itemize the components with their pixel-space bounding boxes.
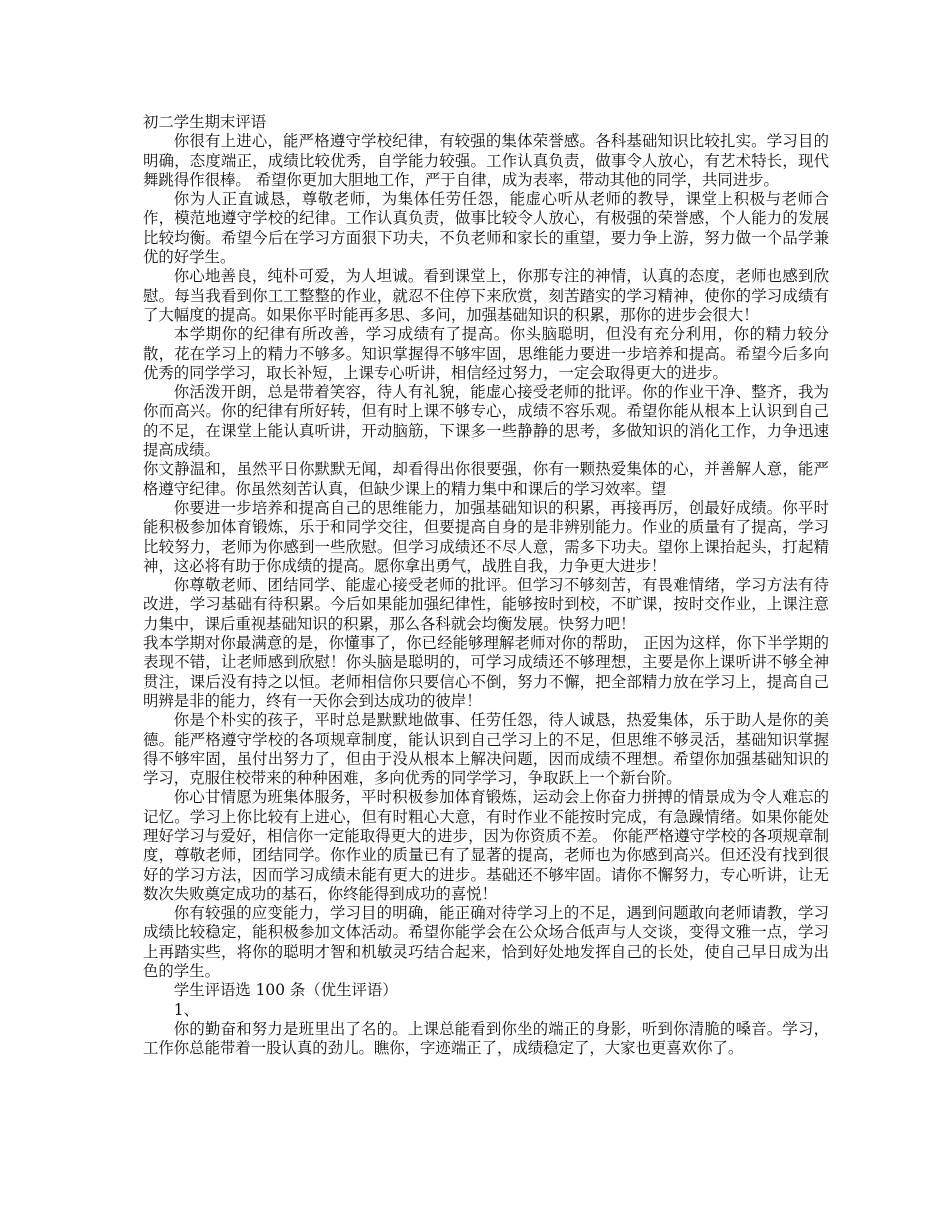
paragraph: 本学期你的纪律有所改善，学习成绩有了提高。你头脑聪明，但没有充分利用，你的精力较分散，花在学习上的精力不够多。知识掌握得不够牢固，思维能力要进一步培养和提高。希望今后多向优秀的同学学习，取长补短，上课专心听讲，相信经过努力，一定会取得更大的进步。 <box>143 325 829 382</box>
document-body <box>143 113 829 1059</box>
paragraph: 你有较强的应变能力，学习目的明确，能正确对待学习上的不足，遇到问题敢向老师请教，学习成绩比较稳定，能积极参加文体活动。希望你能学会在公众场合低声与人交谈，变得文雅一点，学习上再踏实些，将你的聪明才智和机敏灵巧结合起来，恰到好处地发挥自己的长处，使自己早日成为出色的学生。 <box>143 904 829 981</box>
paragraph: 你很有上进心，能严格遵守学校纪律，有较强的集体荣誉感。各科基础知识比较扎实。学习目的明确，态度端正，成绩比较优秀，自学能力较强。工作认真负责，做事令人放心，有艺术特长，现代舞跳得作很棒。 希望你更加大胆地工作，严于自律，成为表率，带动其他的同学，共同进步。 <box>143 132 829 189</box>
document-title: 初二学生期末评语 <box>143 113 267 131</box>
paragraph: 你要进一步培养和提高自己的思维能力，加强基础知识的积累，再接再厉，创最好成绩。你平时能积极参加体育锻炼，乐于和同学交往，但要提高自身的是非辨别能力。作业的质量有了提高，学习比较努力，老师为你感到一些欣慰。但学习成绩还不尽人意，需多下功夫。望你上课抬起头，打起精神，这必将有助于你成绩的提高。愿你拿出勇气，战胜自我，力争更大进步！ <box>143 498 829 575</box>
section-heading: 学生评语选 100 条（优生评语） <box>173 981 398 1000</box>
paragraph: 你尊敬老师、团结同学、能虚心接受老师的批评。但学习不够刻苦，有畏难情绪，学习方法有待改进，学习基础有待积累。今后如果能加强纪律性，能够按时到校，不旷课，按时交作业，上课注意力集中，课后重视基础知识的积累，那么各科就会均衡发展。快努力吧！ <box>143 576 829 633</box>
paragraph: 你的勤奋和努力是班里出了名的。上课总能看到你坐的端正的身影，听到你清脆的嗓音。学习，工作你总能带着一股认真的劲儿。瞧你，字迹端正了，成绩稳定了，大家也更喜欢你了。 <box>143 1019 829 1058</box>
paragraph: 我本学期对你最满意的是，你懂事了，你已经能够理解老师对你的帮助， 正因为这样，你下半学期的表现不错，让老师感到欣慰！你头脑是聪明的，可学习成绩还不够理想，主要是你上课听讲不够全神贯注，课后没有持之以恒。老师相信你只要信心不倒，努力不懈，把全部精力放在学习上，提高自己明辨是非的能力，终有一天你会到达成功的彼岸！ <box>143 634 829 710</box>
paragraph: 你心甘情愿为班集体服务，平时积极参加体育锻炼，运动会上你奋力拼搏的情景成为令人难忘的记忆。学习上你比较有上进心，但有时粗心大意，有时作业不能按时完成，有急躁情绪。如果你能处理好学习与爱好，相信你一定能取得更大的进步，因为你资质不差。 你能严格遵守学校的各项规章制度，尊敬老师，团结同学。你作业的质量已有了显著的提高，老师也为你感到高兴。但还没有找到很好的学习方法，因而学习成绩未能有更大的进步。基础还不够牢固。请你不懈努力，专心听讲，让无数次失败奠定成功的基石，你终能得到成功的喜悦！ <box>143 788 829 903</box>
paragraph: 你文静温和，虽然平日你默默无闻，却看得出你很要强，你有一颗热爱集体的心，并善解人意，能严格遵守纪律。你虽然刻苦认真，但缺少课上的精力集中和课后的学习效率。望 <box>143 460 829 498</box>
paragraph: 你活泼开朗，总是带着笑容，待人有礼貌，能虚心接受老师的批评。你的作业干净、整齐，我为你而高兴。你的纪律有所好转，但有时上课不够专心，成绩不容乐观。希望你能从根本上认识到自己的不足，在课堂上能认真听讲，开动脑筋，下课多一些静静的思考，多做知识的消化工作，力争迅速提高成绩。 <box>143 383 829 460</box>
paragraph: 你心地善良，纯朴可爱，为人坦诚。看到课堂上，你那专注的神情，认真的态度，老师也感到欣慰。每当我看到你工工整整的作业，就忍不住停下来欣赏，刻苦踏实的学习精神，使你的学习成绩有了大幅度的提高。如果你平时能再多思、多问，加强基础知识的积累，那你的进步会很大！ <box>143 267 829 324</box>
paragraph: 你为人正直诚恳，尊敬老师，为集体任劳任怨，能虚心听从老师的教导，课堂上积极与老师合作，模范地遵守学校的纪律。工作认真负责，做事比较令人放心，有极强的荣誉感，个人能力的发展比较均衡。希望今后在学习方面狠下功夫，不负老师和家长的重望，要力争上游，努力做一个品学兼优的好学生。 <box>143 190 829 267</box>
list-number: 1、 <box>173 1000 199 1019</box>
paragraph: 你是个朴实的孩子，平时总是默默地做事、任劳任怨，待人诚恳，热爱集体，乐于助人是你的美德。能严格遵守学校的各项规章制度，能认识到自己学习上的不足，但思维不够灵活，基础知识掌握得不够牢固，虽付出努力了，但由于没从根本上解决问题，因而成绩不理想。希望你加强基础知识的学习，克服住校带来的种种困难，多向优秀的同学学习，争取跃上一个新台阶。 <box>143 711 829 788</box>
